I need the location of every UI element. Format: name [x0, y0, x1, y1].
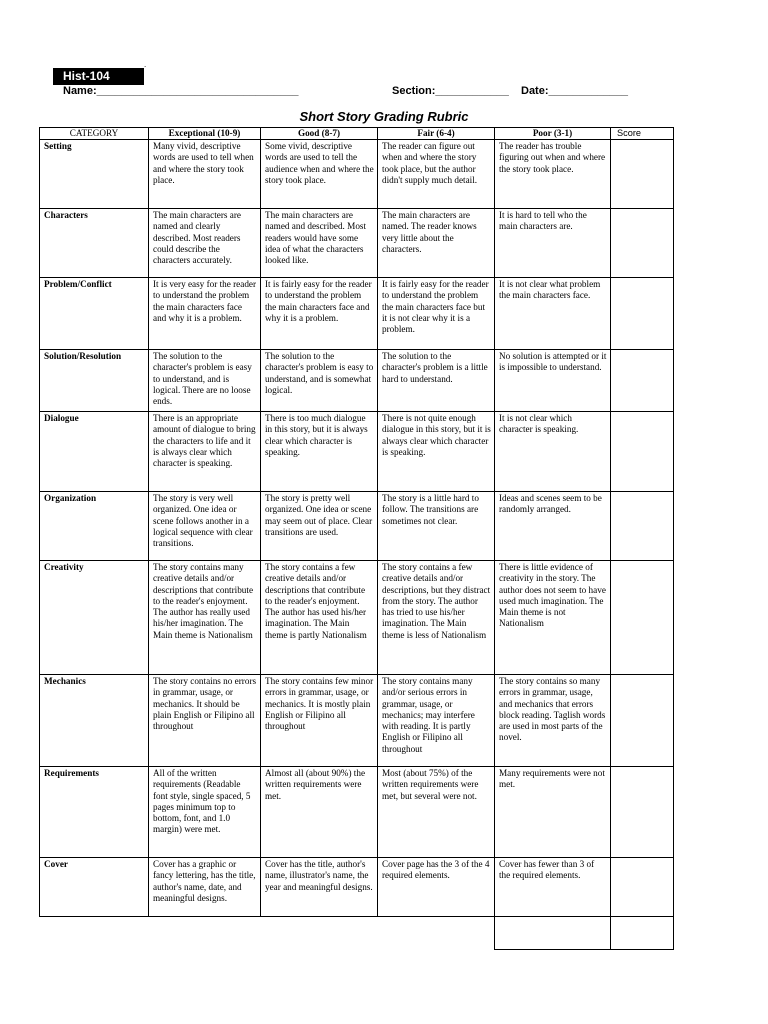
good-cell: Almost all (about 90%) the written requirements were met.: [261, 767, 378, 858]
fair-cell: Most (about 75%) of the written requirements were met, but several were not.: [378, 767, 495, 858]
rubric-table: [39, 127, 674, 950]
fair-cell: There is not quite enough dialogue in this story, but it is always clear which character is speaking.: [378, 412, 495, 492]
category-cell: Requirements: [40, 767, 149, 858]
table-row: [40, 350, 674, 412]
fair-cell: The story contains a few creative details and/or descriptions, but they distract from the story. The author has tried to use his/her imagination. The Main theme is less of Nationalism: [378, 561, 495, 675]
total-score-box[interactable]: [611, 917, 674, 950]
course-code-mark: .: [144, 60, 147, 69]
exceptional-cell: Cover has a graphic or fancy lettering, has the title, author's name, date, and meaningful designs.: [149, 858, 261, 917]
score-cell[interactable]: [611, 492, 674, 561]
fair-cell: It is fairly easy for the reader to understand the problem the main characters face but it is not clear why it is a problem.: [378, 278, 495, 350]
exceptional-cell: The solution to the character's problem is easy to understand, and is logical. There are no loose ends.: [149, 350, 261, 412]
fair-cell: The solution to the character's problem is a little hard to understand.: [378, 350, 495, 412]
exceptional-cell: It is very easy for the reader to understand the problem the main characters face and why it is a problem.: [149, 278, 261, 350]
fair-cell: Cover page has the 3 of the 4 required elements.: [378, 858, 495, 917]
poor-cell: Cover has fewer than 3 of the required elements.: [495, 858, 611, 917]
good-cell: The main characters are named and described. Most readers would have some idea of what the characters looked like.: [261, 209, 378, 278]
exceptional-cell: The main characters are named and clearly described. Most readers could describe the characters accurately.: [149, 209, 261, 278]
category-cell: Solution/Resolution: [40, 350, 149, 412]
score-cell[interactable]: [611, 561, 674, 675]
date-field-label: Date:_____________: [521, 85, 629, 97]
table-row: [40, 492, 674, 561]
fair-cell: The story is a little hard to follow. The transitions are sometimes not clear.: [378, 492, 495, 561]
category-cell: Creativity: [40, 561, 149, 675]
name-field-label: Name:_________________________________: [63, 85, 299, 97]
score-cell[interactable]: [611, 278, 674, 350]
category-cell: Organization: [40, 492, 149, 561]
table-row: [40, 675, 674, 767]
category-cell: Characters: [40, 209, 149, 278]
exceptional-cell: The story contains no errors in grammar, usage, or mechanics. It should be plain English or Filipino all throughout: [149, 675, 261, 767]
poor-cell: The story contains so many errors in grammar, usage, and mechanics that errors block reading. Taglish words are used in most parts of the novel.: [495, 675, 611, 767]
column-header-poor: Poor (3-1): [495, 128, 611, 140]
good-cell: It is fairly easy for the reader to understand the problem the main characters face and why it is a problem.: [261, 278, 378, 350]
fair-cell: The story contains many and/or serious errors in grammar, usage, or mechanics; may interfere with reading. It is partly English or Filipino all throughout: [378, 675, 495, 767]
table-row: [40, 140, 674, 209]
poor-cell: No solution is attempted or it is impossible to understand.: [495, 350, 611, 412]
column-header-score: Score: [611, 128, 674, 140]
table-row: [40, 767, 674, 858]
page-title: Short Story Grading Rubric: [299, 109, 469, 124]
total-label-box: [495, 917, 611, 950]
poor-cell: Ideas and scenes seem to be randomly arranged.: [495, 492, 611, 561]
category-cell: Setting: [40, 140, 149, 209]
category-cell: Mechanics: [40, 675, 149, 767]
score-cell[interactable]: [611, 767, 674, 858]
poor-cell: It is not clear what problem the main characters face.: [495, 278, 611, 350]
total-row: [40, 917, 674, 950]
score-cell[interactable]: [611, 350, 674, 412]
exceptional-cell: The story is very well organized. One idea or scene follows another in a logical sequence with clear transitions.: [149, 492, 261, 561]
section-field-label: Section:____________: [392, 85, 509, 97]
poor-cell: It is not clear which character is speaking.: [495, 412, 611, 492]
table-row: [40, 561, 674, 675]
exceptional-cell: There is an appropriate amount of dialogue to bring the characters to life and it is always clear which character is speaking.: [149, 412, 261, 492]
good-cell: The story contains a few creative details and/or descriptions that contribute to the reader's enjoyment. The author has used his/her imagination. The Main theme is partly Nationalism: [261, 561, 378, 675]
table-row: [40, 412, 674, 492]
poor-cell: It is hard to tell who the main characters are.: [495, 209, 611, 278]
score-cell[interactable]: [611, 858, 674, 917]
column-header-exceptional: Exceptional (10-9): [149, 128, 261, 140]
column-header-good: Good (8-7): [261, 128, 378, 140]
course-code-badge: Hist-104: [53, 68, 144, 85]
exceptional-cell: The story contains many creative details and/or descriptions that contribute to the reader's enjoyment. The author has really used his/her imagination. The Main theme is Nationalism: [149, 561, 261, 675]
exceptional-cell: Many vivid, descriptive words are used to tell when and where the story took place.: [149, 140, 261, 209]
poor-cell: Many requirements were not met.: [495, 767, 611, 858]
poor-cell: The reader has trouble figuring out when and where the story took place.: [495, 140, 611, 209]
good-cell: Some vivid, descriptive words are used to tell the audience when and where the story took place.: [261, 140, 378, 209]
exceptional-cell: All of the written requirements (Readable font style, single spaced, 5 pages minimum top to bottom, font, and 1.0 margin) were met.: [149, 767, 261, 858]
table-row: [40, 278, 674, 350]
score-cell[interactable]: [611, 675, 674, 767]
table-row: [40, 209, 674, 278]
table-row: [40, 858, 674, 917]
good-cell: There is too much dialogue in this story, but it is always clear which character is speaking.: [261, 412, 378, 492]
score-cell[interactable]: [611, 209, 674, 278]
fair-cell: The reader can figure out when and where the story took place, but the author didn't supply much detail.: [378, 140, 495, 209]
category-cell: Problem/Conflict: [40, 278, 149, 350]
score-cell[interactable]: [611, 140, 674, 209]
fair-cell: The main characters are named. The reader knows very little about the characters.: [378, 209, 495, 278]
column-header-category: CATEGORY: [40, 128, 149, 140]
good-cell: The solution to the character's problem is easy to understand, and is somewhat logical.: [261, 350, 378, 412]
good-cell: Cover has the title, author's name, illustrator's name, the year and meaningful designs.: [261, 858, 378, 917]
category-cell: Cover: [40, 858, 149, 917]
good-cell: The story contains few minor errors in grammar, usage, or mechanics. It is mostly plain English or Filipino all throughout: [261, 675, 378, 767]
table-header-row: [40, 128, 674, 140]
good-cell: The story is pretty well organized. One idea or scene may seem out of place. Clear transitions are used.: [261, 492, 378, 561]
column-header-fair: Fair (6-4): [378, 128, 495, 140]
category-cell: Dialogue: [40, 412, 149, 492]
poor-cell: There is little evidence of creativity in the story. The author does not seem to have used much imagination. The Main theme is not Nationalism: [495, 561, 611, 675]
score-cell[interactable]: [611, 412, 674, 492]
